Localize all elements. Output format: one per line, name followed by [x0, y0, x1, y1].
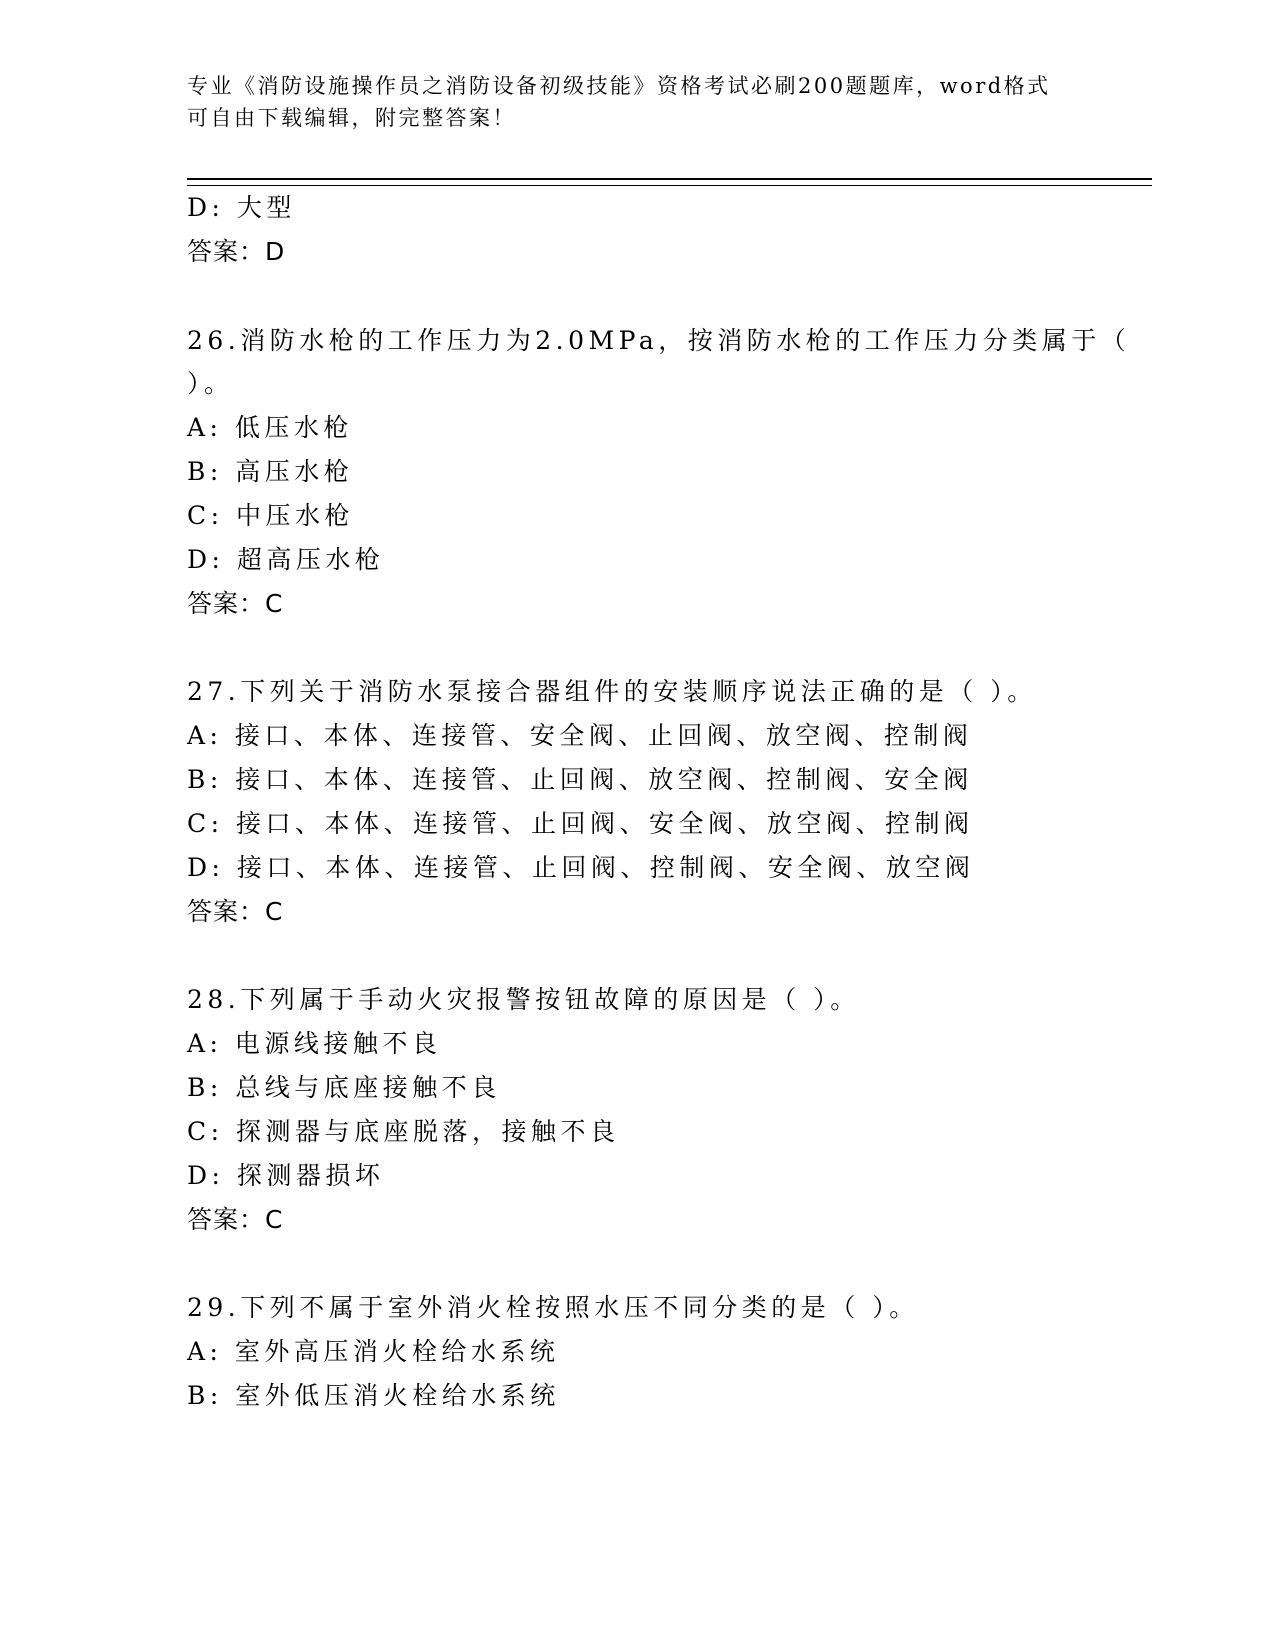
question-26-option-a: A: 低压水枪 [187, 413, 353, 442]
question-27-title: 27.下列关于消防水泵接合器组件的安装顺序说法正确的是（ ）。 [187, 677, 1037, 706]
question-29-option-b: B: 室外低压消火栓给水系统 [187, 1381, 560, 1410]
page-header: 专业《消防设施操作员之消防设备初级技能》资格考试必刷200题题库，word格式可自由下载编辑，附完整答案！ [187, 74, 1051, 130]
question-26-title: 26.消防水枪的工作压力为2.0MPa，按消防水枪的工作压力分类属于（ [187, 326, 1131, 355]
question-29-title: 29.下列不属于室外消火栓按照水压不同分类的是（ ）。 [187, 1293, 919, 1322]
question-26-option-d: D: 超高压水枪 [187, 545, 385, 574]
question-27-answer: 答案：C [187, 897, 284, 926]
question-29-option-a: A: 室外高压消火栓给水系统 [187, 1337, 560, 1366]
question-28-option-c: C: 探测器与底座脱落，接触不良 [187, 1117, 620, 1146]
question-28-option-d: D: 探测器损坏 [187, 1161, 385, 1190]
question-28-answer: 答案：C [187, 1205, 284, 1234]
question-27-option-c: C: 接口、本体、连接管、止回阀、安全阀、放空阀、控制阀 [187, 809, 974, 838]
question-28-title: 28.下列属于手动火灾报警按钮故障的原因是（ ）。 [187, 985, 860, 1014]
question-27-option-b: B: 接口、本体、连接管、止回阀、放空阀、控制阀、安全阀 [187, 765, 973, 794]
question-26-option-b: B: 高压水枪 [187, 457, 354, 486]
question-27-option-d: D: 接口、本体、连接管、止回阀、控制阀、安全阀、放空阀 [187, 853, 975, 882]
question-26-answer: 答案：C [187, 589, 284, 618]
question-26-option-c: C: 中压水枪 [187, 501, 354, 530]
question-26-title-cont: ）。 [187, 369, 234, 398]
question-27-option-a: A: 接口、本体、连接管、安全阀、止回阀、放空阀、控制阀 [187, 721, 973, 750]
question-28-option-b: B: 总线与底座接触不良 [187, 1073, 501, 1102]
header-divider [187, 178, 1152, 186]
question-28-option-a: A: 电源线接触不良 [187, 1029, 442, 1058]
prev-option-d: D: 大型 [187, 193, 296, 222]
prev-answer: 答案：D [187, 237, 286, 266]
